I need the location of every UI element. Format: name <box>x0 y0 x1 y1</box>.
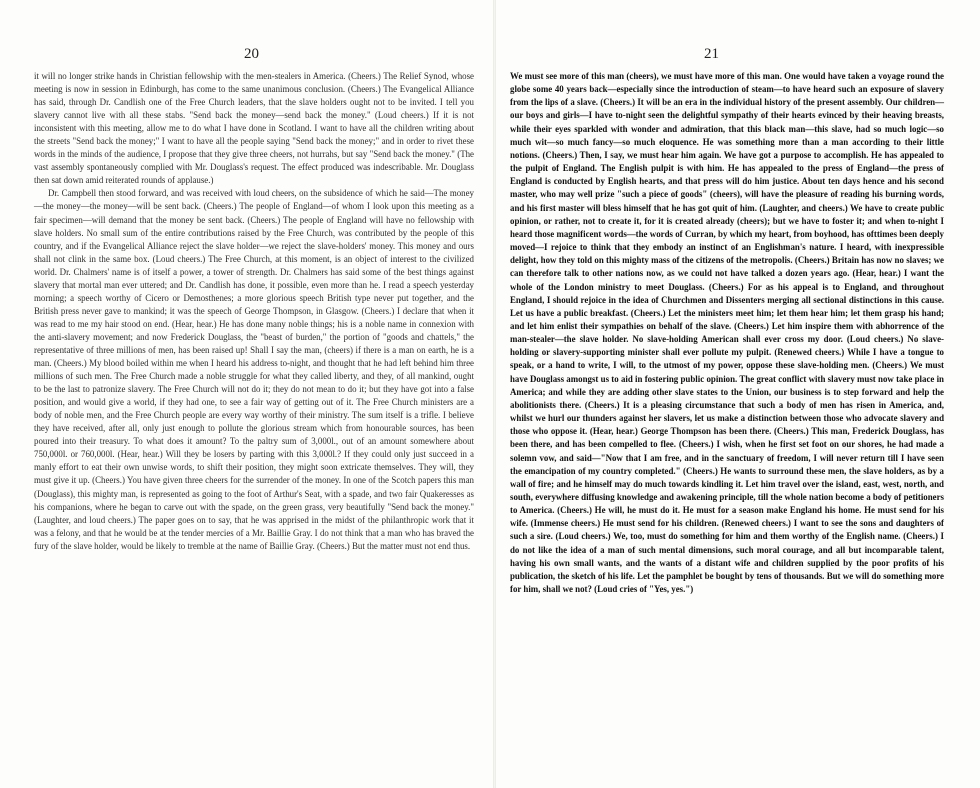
paragraph: it will no longer strike hands in Christian fellowship with the men-stealers in America. (Cheers.) The Relief Synod, whose meeting is now in session in Edinburgh, has come to the same unanimous conclusion. (Cheers.) The Evangelical Alliance has said, through Dr. Candlish one of the Free Church leaders, that the slave holders ought not to be invited. I tell you slavery cannot live with all these stabs. "Send back the money—send back the money." (Loud cheers.) If it is not inconsistent with this meeting, allow me to do what I have done in Scotland. I want to have all the children writing about the streets "Send back the money;" I want to have all the people saying "Send back the money;" and in order to rivet these words in the minds of the audience, I propose that they give three cheers, not hurrahs, but say "Send back the money." (The vast assembly spontaneously complied with Mr. Douglass's request. The effect produced was indescribable. Mr. Douglass then sat down amid reiterated rounds of applause.) <box>34 71 474 186</box>
paragraph: We must see more of this man (cheers), we must have more of this man. One would have taken a voyage round the globe some 40 years back—especially since the introduction of steam—to have heard such an exposure of slavery from the lips of a slave. (Cheers.) It will be an era in the individual history of the present assembly. Our children—our boys and girls—I have to-night seen the delightful sympathy of their hearts evinced by their heaving breasts, while their eyes sparkled with wonder and admiration, that this black man—this slave, had so much logic—so much wit—so much fancy—so much eloquence. He was something more than a man according to their little notions. (Cheers.) Then, I say, we must hear him again. We have got a purpose to accomplish. He has appealed to the pulpit of England. The English pulpit is with him. He has appealed to the press of England—the press of England is conducted by English hearts, and that press will do him justice. About ten days hence and his second master, who may well prize "such a piece of goods" (cheers), will have the pleasure of reading his burning words, and his first master will bless himself that he has got quit of him. (Laughter, and cheers.) We have to create public opinion, or rather, not to create it, for it is created already (cheers); but we have to foster it; and when to-night I heard those magnificent words—the words of Curran, by which my heart, from boyhood, has ofttimes been deeply moved—I rejoice to think that they embody an instinct of an Englishman's nature. I heard, with inexpressible delight, how they told on this mighty mass of the citizens of the metropolis. (Cheers.) Britain has now no slaves; we can therefore talk to other nations now, as we could not have talked a dozen years ago. (Hear, hear.) I want the whole of the London ministry to meet Douglass. (Cheers.) For as his appeal is to England, and throughout England, I should rejoice in the idea of Churchmen and Dissenters merging all sectional distinctions in this cause. Let us have a public breakfast. (Cheers.) Let the ministers meet him; let them hear him; let them grasp his hand; and let him enlist their sympathies on behalf of the slave. (Cheers.) Let him inspire them with abhorrence of the man-stealer—the slave holder. No slave-holding American shall ever cross my door. (Loud cheers.) No slave-holding or slavery-supporting minister shall ever pollute my pulpit. (Renewed cheers.) While I have a tongue to speak, or a hand to write, I will, to the utmost of my power, oppose these slave-holding men. (Cheers.) We must have Douglass amongst us to aid in fostering public opinion. The great conflict with slavery must now take place in America; and while they are adding other slave states to the Union, our business is to step forward and help the abolitionists there. (Cheers.) It is a pleasing circumstance that such a body of men has risen in America, and, whilst we hurl our thunders against her slavers, let us make a distinction between those who advocate slavery and those who oppose it. (Hear, hear.) George Thompson has been there. (Cheers.) This man, Frederick Douglass, has been there, and has been compelled to flee. (Cheers.) I wish, when he first set foot on our shores, he had made a solemn vow, and said—"Now that I am free, and in the sanctuary of freedom, I will never return till I have seen the emancipation of my country completed." (Cheers.) He wants to surround these men, the slave holders, as by a wall of fire; and he himself may do much towards kindling it. Let him travel over the island, east, west, north, and south, everywhere diffusing knowledge and awakening principle, till the whole nation become a body of petitioners to America. (Cheers.) He will, he must do it. He must for a season make England his home. He must send for his wife. (Immense cheers.) He must send for his children. (Renewed cheers.) I want to see the sons and daughters of such a sire. (Loud cheers.) We, too, must do something for him and them worthy of the English name. (Cheers.) I do not like the idea of a man of such mental dimensions, such moral courage, and all but incomparable talent, having his own small wants, and the wants of a distant wife and children supplied by the poor profits of his publication, the sketch of his life. Let the pamphlet be bought by tens of thousands. But we will do something more for him, shall we not? (Loud cries of "Yes, yes.") <box>510 71 944 595</box>
right-page-text <box>510 70 944 596</box>
page-number-left: 20 <box>244 46 259 62</box>
right-page <box>496 0 980 788</box>
page-number-right: 21 <box>704 46 719 62</box>
paragraph: Dr. Campbell then stood forward, and was received with loud cheers, on the subsidence of which he said—The money—the money—the money—will be sent back. (Cheers.) The people of England—of whom I look upon this meeting as a fair specimen—will demand that the money be sent back. (Cheers.) The people of England will have no fellowship with slave holders. No small sum of the entire contributions raised by the Free Church, was contributed by the people of this country, and if the Evangelical Alliance reject the slave holder—we reject the slave-holders' money. This money and ours shall not clink in the same box. (Loud cheers.) The Free Church, at this moment, is an object of interest to the civilized world. Dr. Chalmers' name is of itself a power, a tower of strength. Dr. Chalmers has said some of the best things against slavery that mortal man ever uttered; and Dr. Candlish has done, it possible, even more than he. I read a speech yesterday morning; a speech worthy of Cicero or Demosthenes; a more glorious speech British type never put together, and the British press never gave to mankind; it was the speech of George Thompson, in Glasgow. (Cheers.) I declare that when it was read to me my hair stood on end. (Hear, hear.) He has done many noble things; his is a noble name in connexion with the anti-slavery movement; and now Frederick Douglass, the "beast of burden," the portion of "goods and chattels," the representative of three millions of men, has been raised up! Shall I say the man, (cheers) if there is a man on earth, he is a man. (Cheers.) My blood boiled within me when I heard his address to-night, and thought that he had left behind him three millions of such men. The Free Church made a noble struggle for what they called liberty, and they, of all mankind, ought to be the last to patronize slavery. The Free Church will not do it; they do not mean to do it; but they have got into a false position, and would give a world, if they had one, to see a fair way of getting out of it. The Free Church ministers are a body of noble men, and the Free Church people are every way worthy of their ministry. The sum itself is a trifle. I believe they have received, after all, only just enough to pollute the glorious stream which from honourable sources, has been poured into their treasury. To what does it amount? To the paltry sum of 3,000l., out of an amount somewhere about 750,000l. or 760,000l. (Hear, hear.) Will they be losers by parting with this 3,000l.? If they could only just succeed in a manly effort to eat their own unwise words, to shift their position, they might soon extricate themselves. They will, they must give it up. (Cheers.) You have given three cheers for the surrender of the money. In one of the Scotch papers this man (Douglass), this mighty man, is represented as going to the foot of Arthur's Seat, with a spade, and two fair Quakeresses as his companions, where he began to carve out with the spade, on the green grass, very beautifully "Send back the money." (Laughter, and loud cheers.) The paper goes on to say, that he was apprised in the midst of the philanthropic work that it was a felony, and that he would be at the tender mercies of a Mr. Baillie Gray. I do not think that a man who has braved the fury of the slave holder, would be likely to tremble at the name of Baillie Gray. (Cheers.) But the matter must not end thus. <box>34 188 474 551</box>
left-page-text <box>34 70 474 553</box>
